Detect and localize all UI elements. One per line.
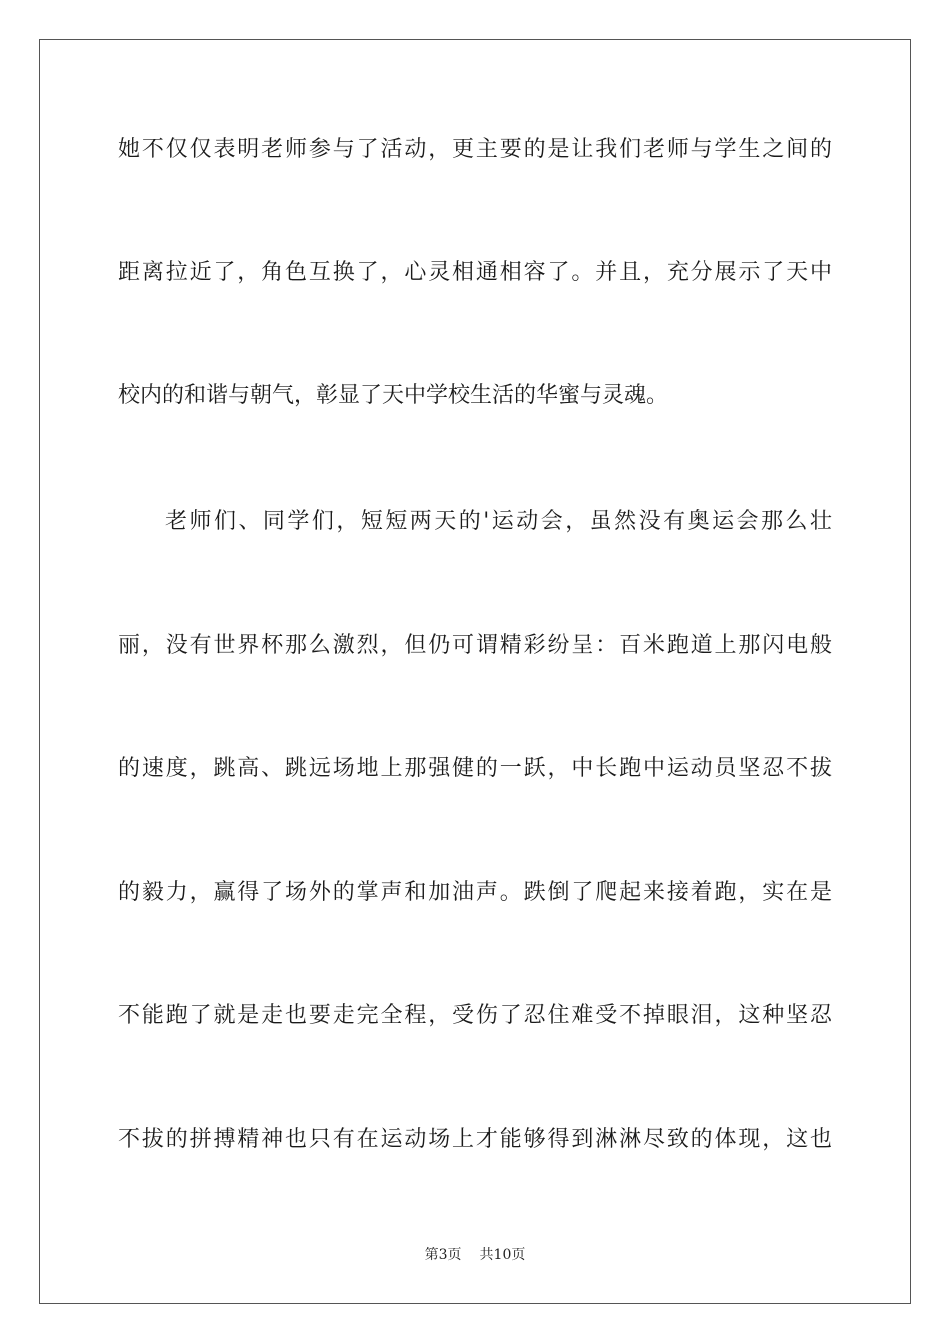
body-text-line: 不拔的拼搏精神也只有在运动场上才能够得到淋淋尽致的体现，这也 — [118, 1127, 832, 1152]
body-text-line: 不能跑了就是走也要走完全程，受伤了忍住难受不掉眼泪，这种坚忍 — [118, 1003, 832, 1028]
body-text-line: 的速度，跳高、跳远场地上那强健的一跃，中长跑中运动员坚忍不拔 — [118, 756, 832, 781]
body-text-line: 的毅力，赢得了场外的掌声和加油声。跌倒了爬起来接着跑，实在是 — [118, 880, 832, 905]
body-text-line: 距离拉近了，角色互换了，心灵相通相容了。并且，充分展示了天中 — [118, 260, 832, 285]
page-number: 第3页 — [424, 1247, 462, 1263]
page-footer — [0, 1245, 950, 1265]
body-text-line: 丽，没有世界杯那么激烈，但仍可谓精彩纷呈：百米跑道上那闪电般 — [118, 633, 832, 658]
total-pages: 共10页 — [479, 1247, 526, 1263]
page-border — [39, 39, 911, 1304]
body-text-line: 她不仅仅表明老师参与了活动，更主要的是让我们老师与学生之间的 — [118, 137, 832, 162]
paragraph-first-line: 老师们、同学们，短短两天的'运动会，虽然没有奥运会那么壮 — [165, 509, 832, 534]
body-text-line: 校内的和谐与朝气，彰显了天中学校生活的华蜜与灵魂。 — [118, 383, 669, 408]
